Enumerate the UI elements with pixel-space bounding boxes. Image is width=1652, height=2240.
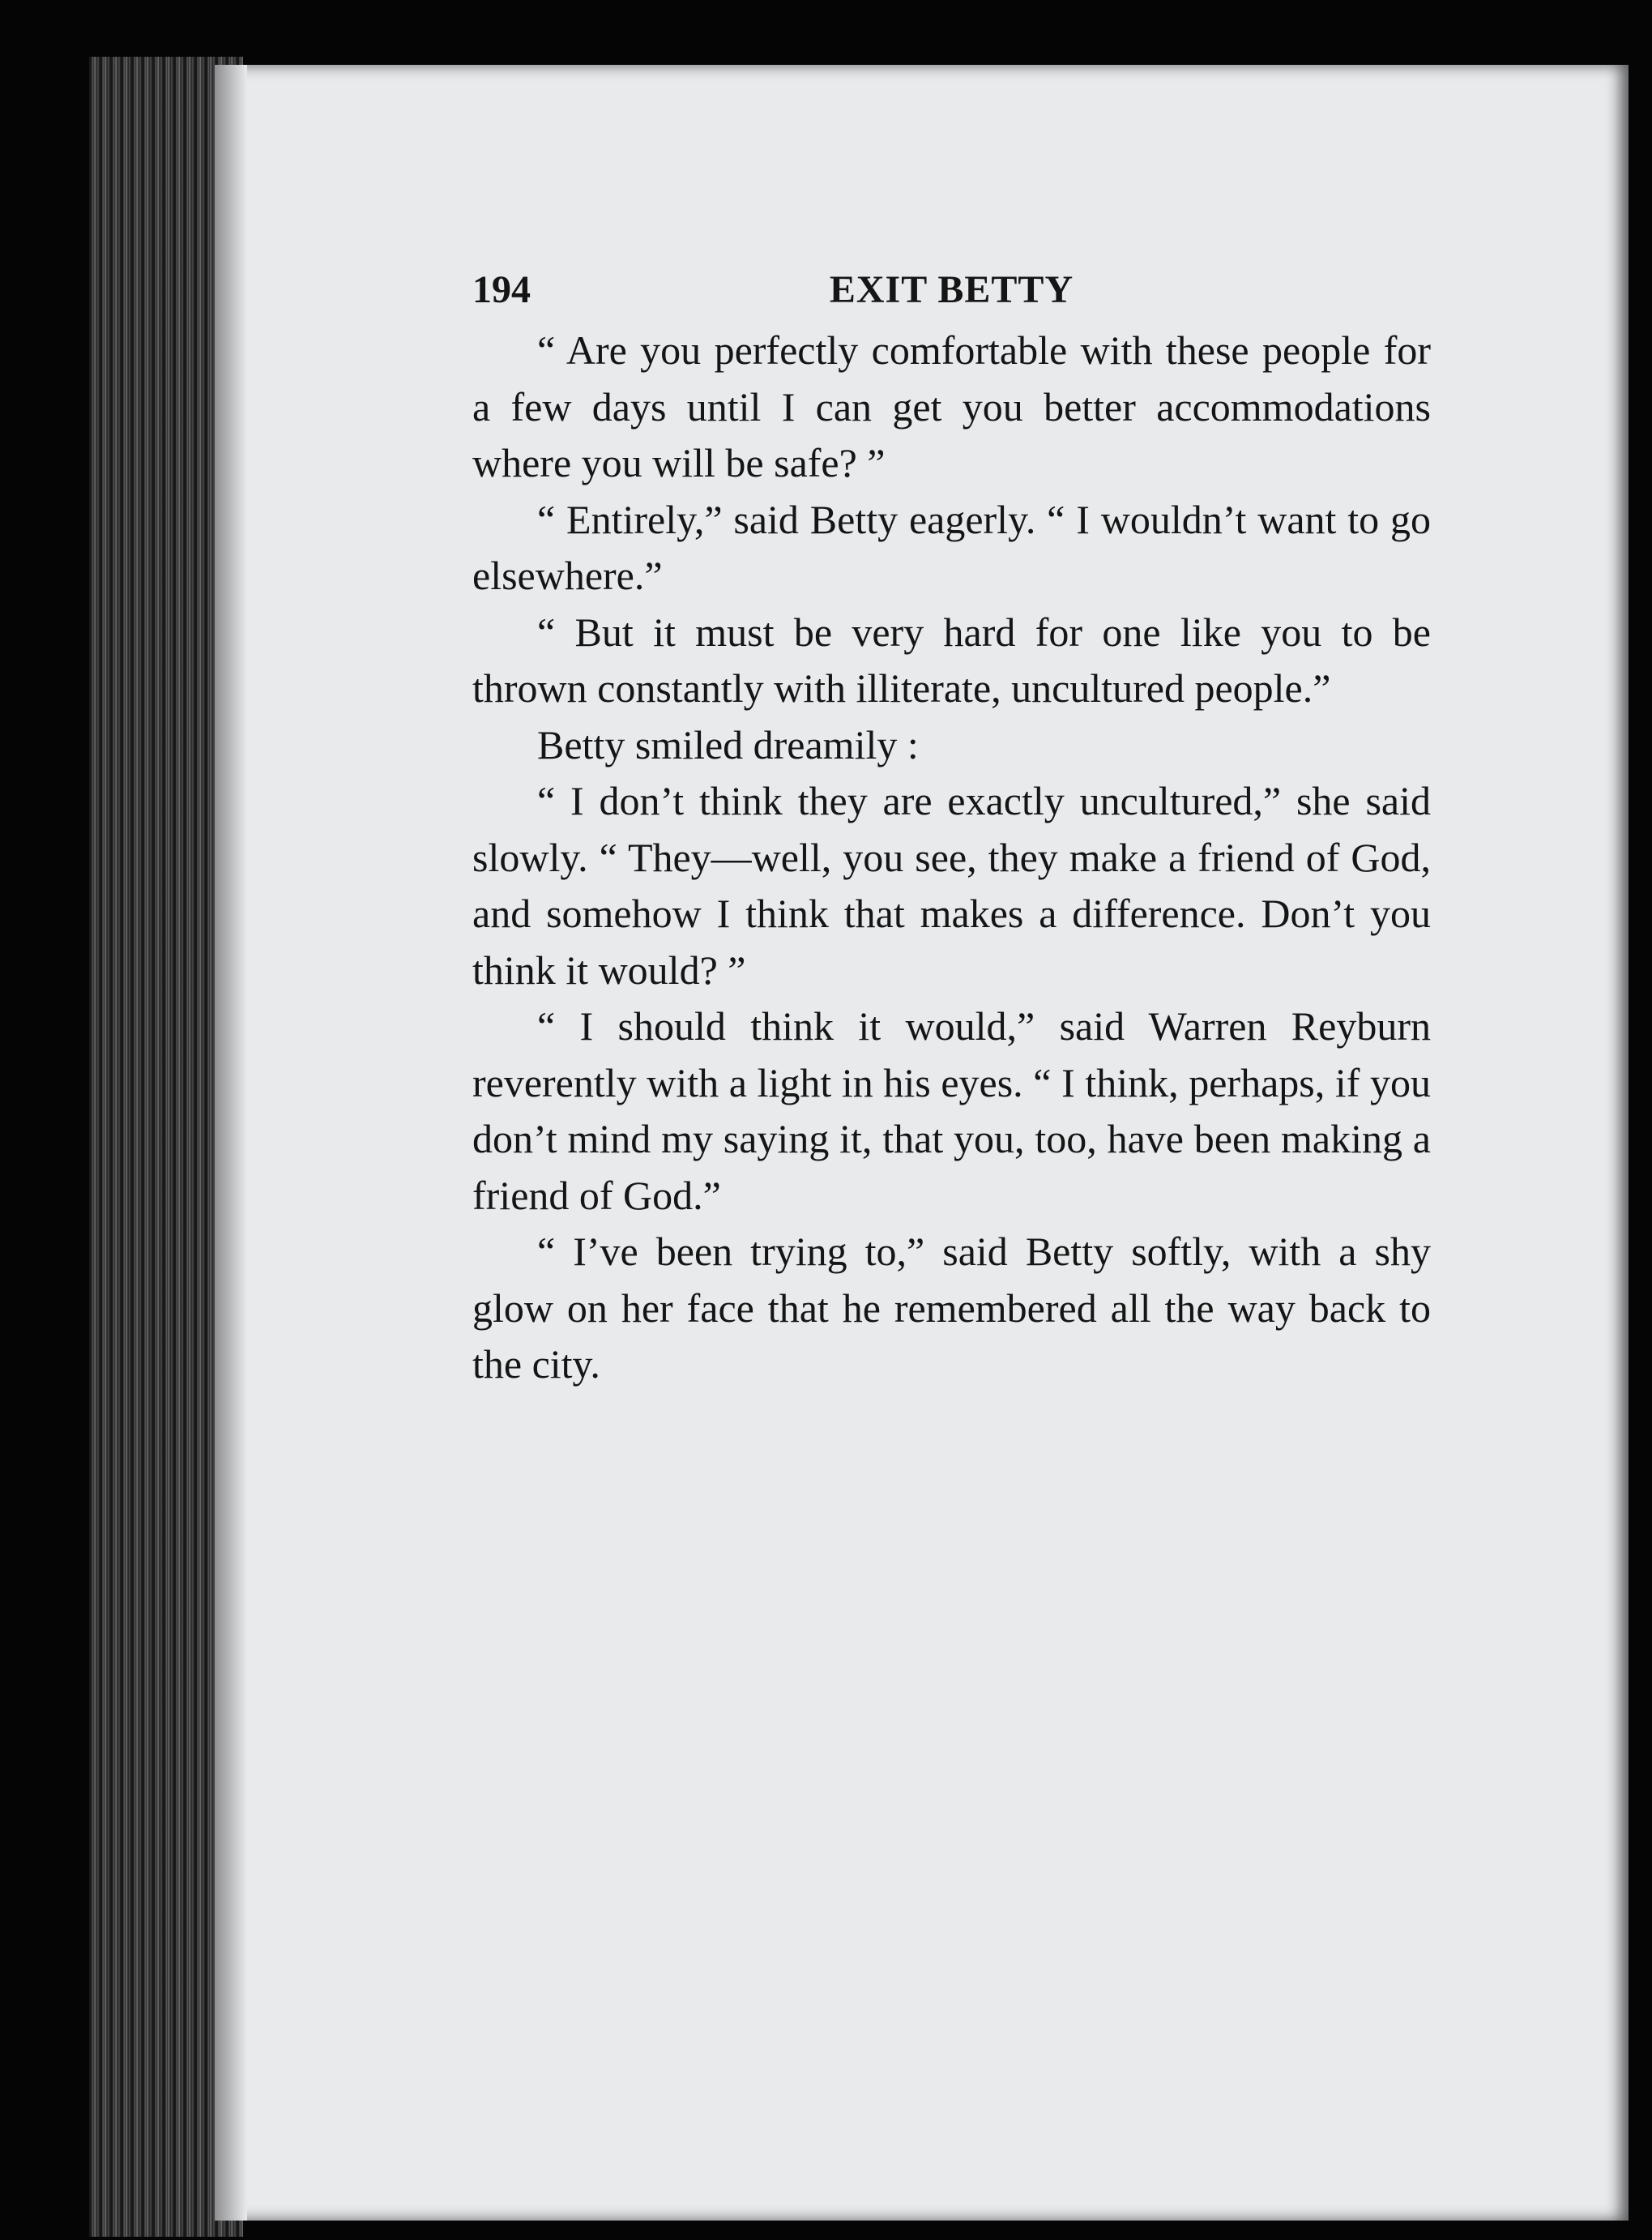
paragraph: “ Are you perfectly comfortable with these people for a few days until I can get you better accommodations where you will be safe? ” bbox=[472, 327, 1431, 485]
paragraph: “ But it must be very hard for one like you to be thrown constantly with illiterate, uncultured people.” bbox=[472, 609, 1431, 711]
paragraph: “ I’ve been trying to,” said Betty softly, with a shy glow on her face that he remembered all the way back to the city. bbox=[472, 1229, 1431, 1387]
page-text-block bbox=[472, 258, 1431, 1393]
paragraph: “ I don’t think they are exactly uncultured,” she said slowly. “ They—well, you see, they make a friend of God, and somehow I think that makes a difference. Don’t you think it would? ” bbox=[472, 778, 1431, 993]
paragraph: Betty smiled dreamily : bbox=[537, 721, 919, 767]
running-title: EXIT BETTY bbox=[829, 268, 1074, 311]
page-number: 194 bbox=[472, 268, 531, 311]
paragraph: “ Entirely,” said Betty eagerly. “ I wouldn’t want to go elsewhere.” bbox=[472, 496, 1431, 598]
paragraph: “ I should think it would,” said Warren Reyburn reverently with a light in his eyes. “ I think, perhaps, if you don’t mind my saying it, that you, too, have been making a friend of God.” bbox=[472, 1003, 1431, 1218]
running-head bbox=[472, 258, 1431, 323]
